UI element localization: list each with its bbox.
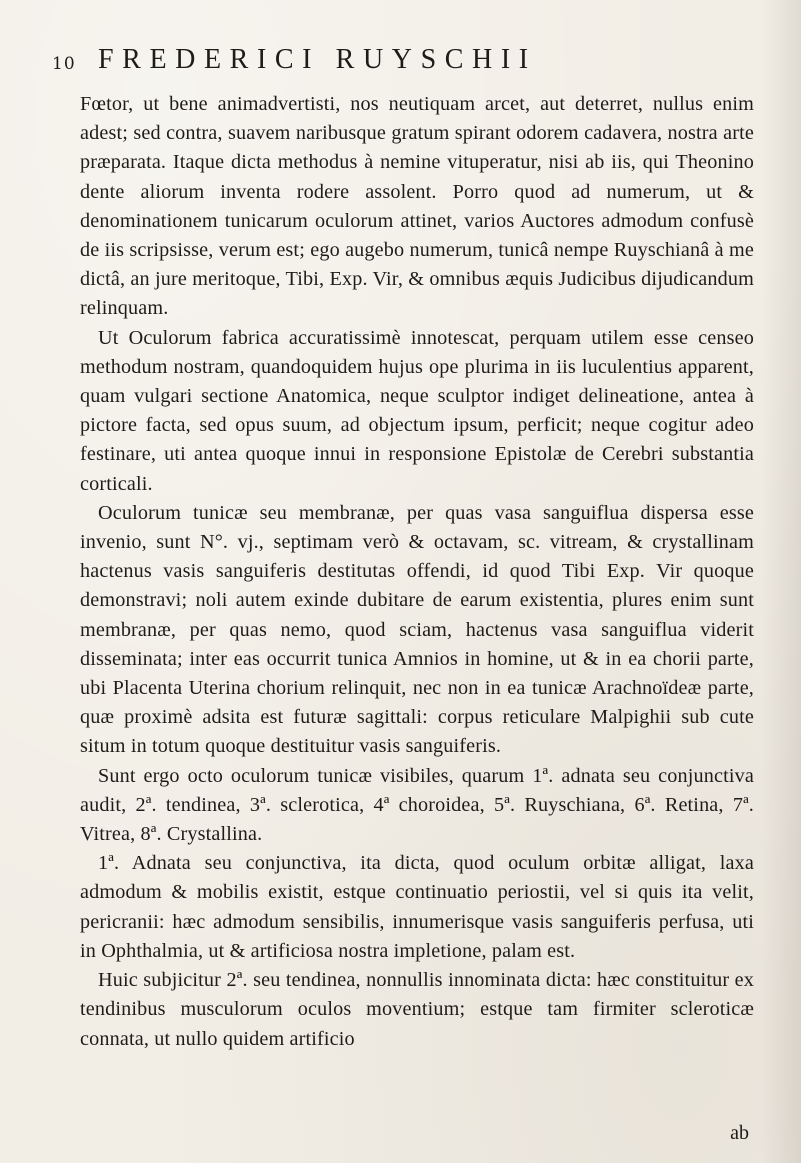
page-header	[52, 44, 752, 80]
catchword: ab	[730, 1122, 749, 1144]
running-head: FREDERICI RUYSCHII	[98, 44, 537, 75]
page-edge-shadow	[761, 0, 801, 1163]
paragraph-oculorum-fabrica: Ut Oculorum fabrica accuratissimè innotescat, perquam utilem esse censeo methodum nostram, quandoquidem hujus ope plurima in iis luculentius apparent, quam vulgari sectione Anatomica, neque sculptor indiget delineatione, antea à pictore facta, sed opus suum, ad objectum ipsum, perficit; neque cogitur adeo festinare, uti antea quoque innui in responsione Epistolæ de Cerebri substantia corticali.	[80, 326, 754, 495]
paragraph-foetor: Fœtor, ut bene animadvertisti, nos neutiquam arcet, aut deterret, nullus enim adest; sed contra, suavem naribusque gratum spirant odorem cadavera, nostra arte præparata. Itaque dicta methodus à nemine vituperatur, nisi ab iis, qui Theonino dente aliorum inventa rodere assolent. Porro quod ad numerum, ut & denominationem tunicarum oculorum attinet, varios Auctores admodum confusè de iis scripsisse, verum est; ego augebo numerum, tunicâ nempe Ruyschianâ à me dictâ, an jure meritoque, Tibi, Exp. Vir, & omnibus æquis Judicibus dijudicandum relinquam.	[80, 93, 754, 320]
page-number: 10	[52, 54, 76, 74]
paragraph-adnata: 1ª. Adnata seu conjunctiva, ita dicta, quod oculum orbitæ alligat, laxa admodum & mobilis existit, estque continuatio periostii, vel si quis ita velit, pericranii: hæc admodum sensibilis, innumerisque vasis sanguiferis perfusa, uti in Ophthalmia, ut & artificiosa nostra impletione, palam est.	[80, 852, 754, 962]
paragraph-octo-tunicae: Sunt ergo octo oculorum tunicæ visibiles, quarum 1ª. adnata seu conjunctiva audit, 2ª. tendinea, 3ª. sclerotica, 4ª choroidea, 5ª. Ruyschiana, 6ª. Retina, 7ª. Vitrea, 8ª. Crystallina.	[80, 764, 754, 846]
paragraph-oculorum-tunicae: Oculorum tunicæ seu membranæ, per quas vasa sanguiflua dispersa esse invenio, sunt N°. vj., septimam verò & octavam, sc. vitream, & crystallinam hactenus vasis sanguiferis destitutas offendi, id quod Tibi Exp. Vir quoque demonstravi; noli autem exinde dubitare de earum existentia, plures enim sunt membranæ, per quas nemo, quod sciam, hactenus vasa sanguiflua viderit disseminata; inter eas occurrit tunica Amnios in homine, ut & in ea chorii parte, ubi Placenta Uterina chorium relinquit, nec non in ea tunicæ Arachnoïdeæ parte, quæ proximè adsita est futuræ sagittali: corpus reticulare Malpighii sub cute situm in totum quoque destituitur vasis sanguiferis.	[80, 501, 754, 758]
paragraph-tendinea: Huic subjicitur 2ª. seu tendinea, nonnullis innominata dicta: hæc constituitur ex tendinibus musculorum oculos moventium; estque tam firmiter scleroticæ connata, ut nullo quidem artificio	[80, 969, 754, 1050]
body-text	[80, 90, 754, 1054]
